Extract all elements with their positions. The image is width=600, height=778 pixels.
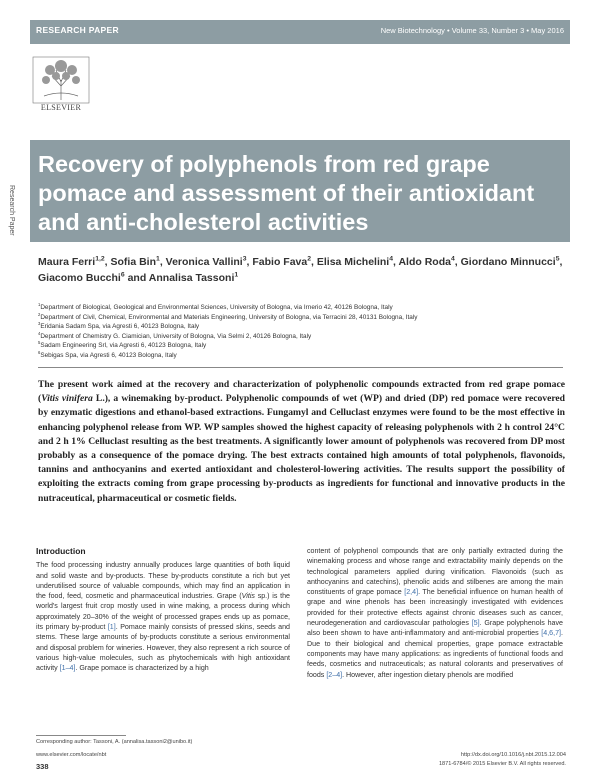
author-conjunction: and: [127, 272, 147, 284]
body-text: . Grape pomace is characterized by a high: [75, 664, 209, 673]
citation-link[interactable]: [5]: [471, 619, 480, 628]
author-name: Sofia Bin: [110, 256, 157, 268]
author-name: Annalisa Tassoni: [148, 272, 235, 284]
affiliation-line: [38, 303, 558, 313]
author-name: Veronica Vallini: [165, 256, 243, 268]
body-text: . However, after ingestion dietary phenols are modified: [342, 670, 514, 679]
author-name: Maura Ferri: [38, 256, 96, 268]
abstract: [38, 378, 565, 506]
author-name: Giordano Minnucci: [460, 256, 556, 268]
body-text: content of polyphenol compounds that are only partially extracted during the winemaking process and whose range and extractability mainly depends on the technological parameters applied during vinification. Flavonoids (such as anthocyanins and catechins), phenolic acids and stilbenes are among the main constituents of grape pomace: [307, 547, 563, 597]
affiliation-number: 1: [38, 301, 41, 307]
affiliation-text: Department of Civil, Chemical, Environmental and Materials Engineering, University of Bologna, via Terracini 28, 40131 Bologna, Italy: [40, 313, 418, 321]
affiliation-number: 4: [38, 330, 41, 336]
author-name: Fabio Fava: [252, 256, 308, 268]
affiliation-number: 2: [38, 311, 41, 317]
citation-link[interactable]: [4,6,7]: [541, 629, 562, 638]
author-name: Aldo Roda: [398, 256, 451, 268]
body-text: . The beneficial influence on human health of grape and wine phenols has been increasingly investigated with evidences provided for their protective effects against chronic diseases such as cancer, neurodegeneration and cardiovascular pathologies: [307, 588, 563, 628]
author-affiliation-mark: 4: [450, 255, 455, 263]
abstract-species: Vitis vinifera: [41, 393, 93, 405]
author-affiliation-mark: 1: [234, 271, 239, 279]
author-list: Maura Ferri$^{1,2}$, Sofia Bin$^1$, Veronica Vallini$^3$, Fabio Fava$^2$, Elisa Michelini$^4$, Aldo Roda$^4$, Giordano Minnucci$^5$, Giacomo Bucchi$^6$ and Annalisa Tassoni$^1$: [38, 255, 563, 284]
affiliation-text: Sebigas Spa, via Agresti 6, 40123 Bologna, Italy: [40, 351, 177, 359]
author-affiliation-mark: 5: [555, 255, 560, 263]
author-affiliation-mark: 4: [389, 255, 394, 263]
body-text: The food processing industry annually produces large quantities of both liquid and solid waste and by-products. These by-products constitute a rich but yet underutilised source of valuable compounds, which may find an application in the food, feed, cosmetic and pharmaceutical industries. Grape (: [36, 561, 290, 601]
affiliation-number: 5: [38, 339, 41, 345]
body-italic: Vitis: [241, 592, 255, 601]
author-affiliation-mark: 6: [120, 271, 125, 279]
journal-url[interactable]: www.elsevier.com/locate/nbt: [36, 752, 107, 758]
citation-link[interactable]: [2–4]: [326, 670, 343, 679]
body-text: . Due to their biological and chemical properties, grape pomace extractable components may have many applications: as ingredients of functional foods and feeds, cosmetics and nutraceuticals; as natural colorants and preservatives of foods: [307, 629, 563, 679]
author-affiliation-mark: 1,2: [95, 255, 105, 263]
elsevier-tree-logo: [32, 56, 90, 104]
author-affiliation-mark: 3: [242, 255, 247, 263]
divider: [38, 367, 563, 368]
affiliation-text: Department of Biological, Geological and Environmental Sciences, University of Bologna, via Irnerio 42, 40126 Bologna, Italy: [40, 304, 393, 311]
section-heading: Introduction: [36, 546, 86, 556]
section-label: RESEARCH PAPER: [36, 25, 119, 35]
page-number: 338: [36, 762, 49, 771]
citation-link[interactable]: [2,4]: [404, 588, 419, 597]
affiliation-line: [38, 351, 558, 361]
author-affiliation-mark: 2: [307, 255, 312, 263]
affiliations: [38, 303, 558, 360]
affiliation-line: [38, 332, 558, 342]
corresponding-author: Corresponding author: Tassoni, A. (annalisa.tassoni2@unibo.it): [36, 739, 193, 745]
copyright-line: 1871-6784/© 2015 Elsevier B.V. All rights reserved.: [438, 761, 566, 767]
body-text: . Grape polyphenols have also been shown to have anti-inflammatory and anti-microbial properties: [307, 619, 563, 638]
body-column-left: [36, 546, 290, 674]
footnote-divider: [36, 735, 126, 736]
affiliation-line: [38, 322, 558, 332]
article-title: Recovery of polyphenols from red grape pomace and assessment of their antioxidant and anti-cholesterol activities: [38, 151, 535, 235]
doi-link[interactable]: http://dx.doi.org/10.1016/j.nbt.2015.12.004: [460, 752, 566, 758]
affiliation-line: [38, 313, 558, 323]
side-section-label: Research Paper: [8, 185, 15, 236]
affiliation-text: Department of Chemistry G. Ciamician, University of Bologna, Via Selmi 2, 40126 Bologna, Italy: [40, 332, 312, 340]
affiliation-number: 6: [38, 349, 41, 355]
journal-citation-line: New Biotechnology • Volume 33, Number 3 • May 2016: [380, 26, 564, 35]
publisher-logo-text: ELSEVIER: [40, 103, 82, 112]
citation-link[interactable]: [1]: [107, 623, 116, 632]
affiliation-line: [38, 341, 558, 351]
affiliation-text: Sadam Engineering Srl, via Agresti 6, 40123 Bologna, Italy: [40, 342, 207, 349]
author-affiliation-mark: 1: [156, 255, 160, 263]
author-name: Giacomo Bucchi: [38, 272, 121, 284]
affiliation-number: 3: [38, 320, 41, 326]
abstract-text-1: The present work aimed at the recovery and characterization of polyphenolic compounds extracted from red grape pomace (: [38, 379, 565, 405]
author-name: Elisa Michelini: [316, 256, 390, 268]
body-column-right: [307, 546, 563, 680]
body-text: . Pomace mainly consists of pressed skins, seeds and stems. These large amounts of by-products constitute a serious environmental and disposal problem for wineries. However, they also represent a rich source of various high-value molecules, such as phytochemicals with high antioxidant activity: [36, 623, 291, 673]
citation-link[interactable]: [1–4]: [59, 664, 76, 673]
affiliation-text: Eridania Sadam Spa, via Agresti 6, 40123 Bologna, Italy: [40, 323, 200, 330]
abstract-text-2: L.), a winemaking by-product. Polyphenolic compounds of wet (WP) and dried (DP) red pomace were recovered by enzymatic digestions and ethanol-based extractions. Fungamyl and Celluclast enzymes were found to be the most effective in enhancing polyphenol release from WP. WP samples showed the highest capacity of releasing polyphenols with 2 h control 24°C and 2 h 1% Celluclast resulting as the best treatments. A significantly lower amount of polyphenols was recovered from DP most probably as a consequence of the pomace drying. The best extracts contained high amounts of total polyphenols, flavonoids, tannins and anthocyanins and exerted antioxidant and cholesterol-lowering activities. The results support the possibility of exploiting the extracts coming from grape processing by-products as ingredients for functional and innovative products in the nutraceutical, pharmaceutical or cosmetic fields.: [38, 393, 566, 504]
body-text: sp.) is the world's largest fruit crop mostly used in wine making, a process during which approximately 20–30% of the weight of processed grapes ends up as pomace, its primary by-product: [36, 592, 290, 632]
